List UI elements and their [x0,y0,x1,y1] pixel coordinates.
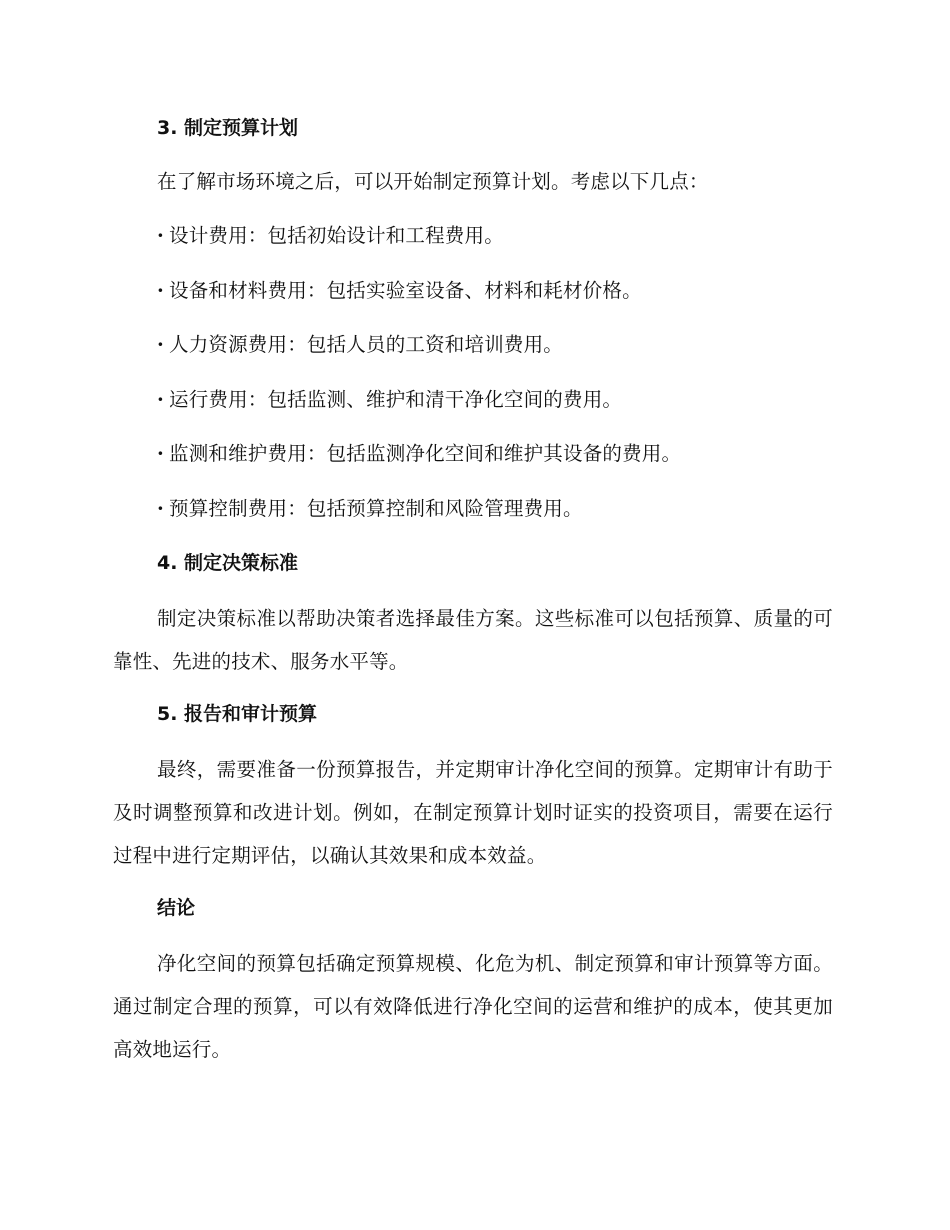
conclusion-body: 净化空间的预算包括确定预算规模、化危为机、制定预算和审计预算等方面。通过制定合理的预算，可以有效降低进行净化空间的运营和维护的成本，使其更加高效地运行。 [113,952,833,1061]
bullet-dot: · [157,333,164,356]
list-item [113,325,833,365]
budget-plan-list [113,216,833,529]
list-item [113,271,833,311]
section-heading-conclusion: 结论 [157,897,196,919]
document-content [113,108,833,1082]
list-item-text: 设备和材料费用：包括实验室设备、材料和耗材价格。 [169,278,642,302]
list-item-text: 设计费用：包括初始设计和工程费用。 [169,224,504,247]
list-item [113,380,833,420]
list-item [113,489,833,529]
budget-plan-intro: 在了解市场环境之后，可以开始制定预算计划。考虑以下几点： [157,170,709,193]
report-audit-body: 最终，需要准备一份预算报告，并定期审计净化空间的预算。定期审计有助于及时调整预算和改进计划。例如，在制定预算计划时证实的投资项目，需要在运行过程中进行定期评估，以确认其效果和成本效益。 [113,758,833,867]
section-heading-decision-criteria: 4. 制定决策标准 [157,552,299,574]
bullet-dot: · [157,387,164,411]
section-heading-budget-plan: 3. 制定预算计划 [157,117,299,139]
list-item [113,434,833,474]
bullet-dot: · [157,442,164,465]
bullet-dot: · [157,224,164,247]
list-item-text: 人力资源费用：包括人员的工资和培训费用。 [169,333,564,356]
list-item-text: 监测和维护费用：包括监测净化空间和维护其设备的费用。 [169,442,682,465]
decision-criteria-body: 制定决策标准以帮助决策者选择最佳方案。这些标准可以包括预算、质量的可靠性、先进的技术、服务水平等。 [113,607,833,673]
list-item [113,216,833,256]
list-item-text: 预算控制费用：包括预算控制和风险管理费用。 [169,496,583,520]
section-heading-report-audit: 5. 报告和审计预算 [157,703,318,725]
bullet-dot: · [157,496,164,520]
list-item-text: 运行费用：包括监测、维护和清干净化空间的费用。 [169,387,623,411]
bullet-dot: · [157,278,164,302]
